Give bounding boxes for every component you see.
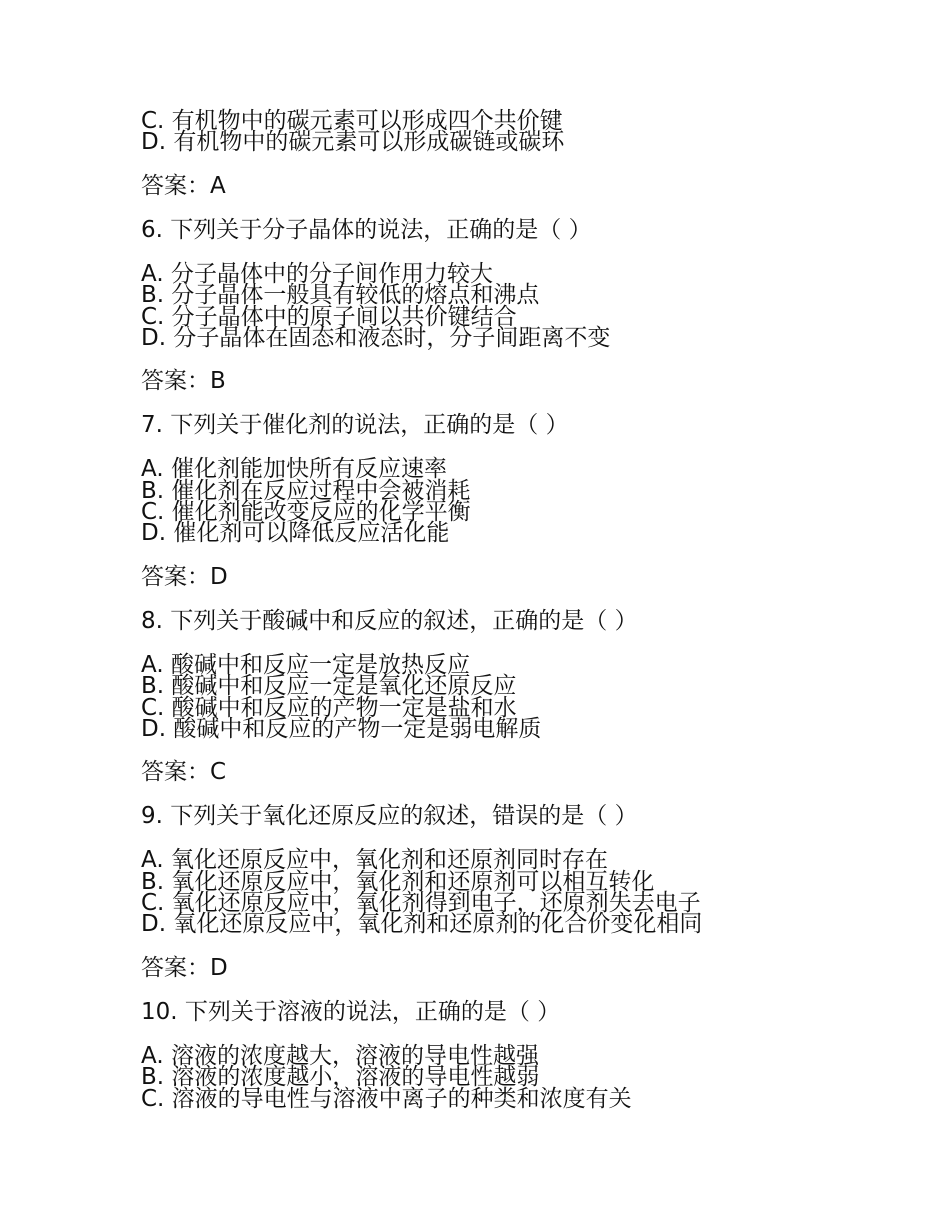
answer-line: 答案：D — [141, 955, 228, 981]
option-a-line: A. 溶液的浓度越大，溶液的导电性越强 — [141, 1043, 539, 1069]
option-d-line: D. 分子晶体在固态和液态时，分子间距离不变 — [141, 325, 611, 351]
question-7: 7. 下列关于催化剂的说法，正确的是（ ） — [141, 412, 569, 438]
option-b-line: B. 催化剂在反应过程中会被消耗 — [141, 478, 471, 504]
option-a-line: A. 酸碱中和反应一定是放热反应 — [141, 652, 470, 678]
answer-line: 答案：D — [141, 564, 228, 590]
question-9: 9. 下列关于氧化还原反应的叙述，错误的是（ ） — [141, 803, 638, 829]
option-d-line: D. 氧化还原反应中，氧化剂和还原剂的化合价变化相同 — [141, 911, 703, 937]
option-a-line: A. 氧化还原反应中，氧化剂和还原剂同时存在 — [141, 847, 608, 873]
option-a-line: A. 催化剂能加快所有反应速率 — [141, 456, 447, 482]
option-b-line: B. 分子晶体一般具有较低的熔点和沸点 — [141, 282, 540, 308]
answer-line: 答案：A — [141, 173, 226, 199]
option-c-line: C. 催化剂能改变反应的化学平衡 — [141, 499, 471, 525]
question-6: 6. 下列关于分子晶体的说法，正确的是（ ） — [141, 217, 592, 243]
option-c-line: C. 酸碱中和反应的产物一定是盐和水 — [141, 695, 517, 721]
question-10: 10. 下列关于溶液的说法，正确的是（ ） — [141, 999, 561, 1025]
option-c-line: C. 分子晶体中的原子间以共价键结合 — [141, 304, 517, 330]
answer-line: 答案：C — [141, 759, 227, 785]
option-b-line: B. 氧化还原反应中，氧化剂和还原剂可以相互转化 — [141, 869, 655, 895]
option-d-line: D. 酸碱中和反应的产物一定是弱电解质 — [141, 716, 542, 742]
option-c-line: C. 有机物中的碳元素可以形成四个共价键 — [141, 108, 563, 134]
option-b-line: B. 酸碱中和反应一定是氧化还原反应 — [141, 673, 517, 699]
option-d-line: D. 有机物中的碳元素可以形成碳链或碳环 — [141, 129, 565, 155]
option-a-line: A. 分子晶体中的分子间作用力较大 — [141, 261, 493, 287]
option-d-line: D. 催化剂可以降低反应活化能 — [141, 520, 450, 546]
question-8: 8. 下列关于酸碱中和反应的叙述，正确的是（ ） — [141, 608, 638, 634]
option-c-line: C. 溶液的导电性与溶液中离子的种类和浓度有关 — [141, 1086, 632, 1112]
option-c-line: C. 氧化还原反应中，氧化剂得到电子，还原剂失去电子 — [141, 890, 701, 916]
option-b-line: B. 溶液的浓度越小，溶液的导电性越弱 — [141, 1064, 540, 1090]
answer-line: 答案：B — [141, 368, 226, 394]
